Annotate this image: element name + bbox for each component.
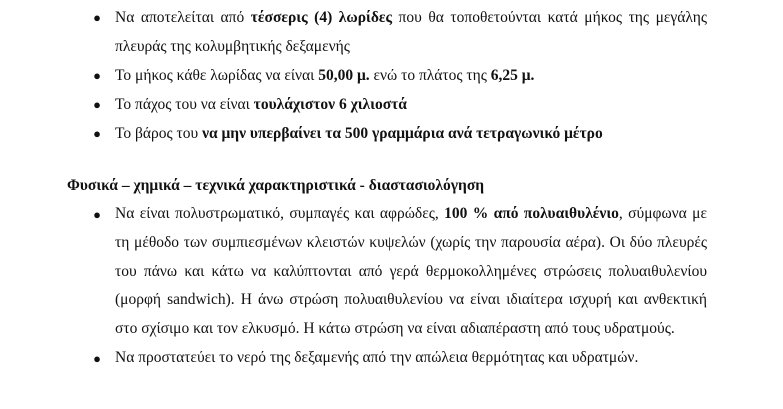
text: Το πάχος του να είναι bbox=[115, 96, 254, 113]
bold-text: τέσσερις (4) λωρίδες bbox=[250, 9, 393, 26]
text: Να προστατεύει το νερό της δεξαμενής από την απώλεια θερμότητας και υδρατμών. bbox=[115, 348, 639, 366]
text: Το μήκος κάθε λωρίδας να είναι bbox=[115, 67, 319, 84]
bullet-icon: ● bbox=[93, 126, 101, 141]
bold-text: 6,25 μ. bbox=[490, 67, 535, 84]
bold-text: 100 % από πολυαιθυλένιο bbox=[444, 205, 619, 222]
lane-specs-list bbox=[0, 3, 783, 148]
bullet-icon: ● bbox=[93, 207, 101, 222]
bullet-icon: ● bbox=[93, 97, 101, 112]
bold-text: τουλάχιστον 6 χιλιοστά bbox=[253, 96, 407, 113]
text: , σύμφωνα με τη μέθοδο των συμπιεσμένων κλειστών κυψελών (χωρίς την παρουσία αέρα). Οι δύο πλευρές του πάνω και κάτω να καλύπτονται από γερά θερμοκολλημένες στρώσεις πολυαιθυλενίου (μορφή sandwich). Η άνω στρώση πολυαιθυλενίου να είναι ιδιαίτερα ισχυρή και ανθεκτική στο σχίσιμο και τον ελκυσμό. Η κάτω στρώση να είναι αδιαπέραστη από τους υδρατμούς. bbox=[115, 205, 708, 338]
text: Να είναι πολυστρωματικό, συμπαγές και αφρώδες, bbox=[115, 205, 445, 222]
bullet-icon: ● bbox=[93, 68, 101, 83]
list-item bbox=[0, 90, 783, 119]
list-item bbox=[0, 3, 783, 61]
text: που θα τοποθετούνται κατά μήκος της μεγάλης πλευράς της κολυμβητικής δεξαμενής bbox=[115, 9, 707, 55]
list-item bbox=[0, 200, 783, 344]
bold-text: να μην υπερβαίνει τα 500 γραμμάρια ανά τετραγωνικό μέτρο bbox=[202, 125, 603, 142]
section-heading: Φυσικά – χημικά – τεχνικά χαρακτηριστικά - διαστασιολόγηση bbox=[67, 177, 485, 194]
bullet-icon: ● bbox=[93, 10, 101, 25]
text: Το βάρος του bbox=[115, 125, 203, 142]
characteristics-list bbox=[0, 200, 783, 373]
list-item bbox=[0, 119, 783, 148]
text: Να αποτελείται από bbox=[115, 9, 251, 26]
text: ενώ το πλάτος της bbox=[369, 67, 491, 84]
list-item bbox=[0, 61, 783, 90]
bold-text: 50,00 μ. bbox=[318, 67, 370, 84]
bullet-icon: ● bbox=[93, 350, 101, 366]
list-item bbox=[0, 344, 783, 373]
